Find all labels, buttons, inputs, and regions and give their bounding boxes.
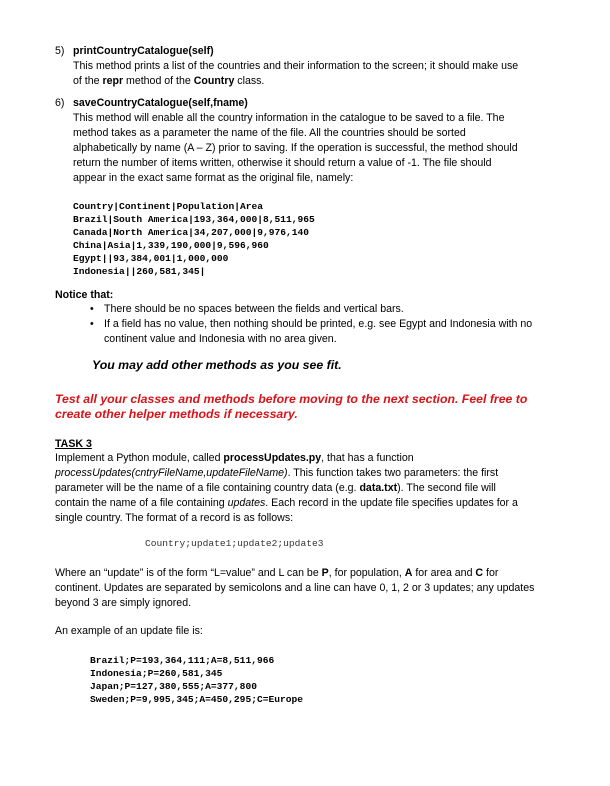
- test-warning: Test all your classes and methods before moving to the next section. Feel free to create other helper methods if necessary.: [55, 392, 528, 421]
- code-line: Brazil|South America|193,364,000|8,511,965: [73, 214, 315, 225]
- code-line: Japan;P=127,380,555;A=377,800: [90, 681, 257, 692]
- method-description-line: return the number of items written, otherwise it should return a value of -1. The file should: [73, 157, 492, 169]
- task-description: Implement a Python module, called processUpdates.py, that has a function processUpdates(cntryFileName,updateFileName). This function takes two parameters: the first parameter will be the name of a file containing country data (e.g. data.txt). The second file will contain the name of a file containing updates. Each record in the update file specifies updates for a single country. The format of a record is as follows:: [55, 452, 518, 524]
- code-line: Canada|North America|34,207,000|9,976,140: [73, 227, 310, 238]
- update-description: Where an “update” is of the form “L=value” and L can be P, for population, A for area and C for continent. Updates are separated by semicolons and a line can have 0, 1, 2 or 3 updates; any updates beyond 3 are simply ignored.: [55, 567, 535, 609]
- notice-heading: Notice that:: [55, 289, 114, 301]
- task-heading: TASK 3: [55, 438, 92, 450]
- code-line: China|Asia|1,339,190,000|9,596,960: [73, 240, 269, 251]
- method-description-line: appear in the exact same format as the original file, namely:: [73, 172, 354, 184]
- record-format: Country;update1;update2;update3: [145, 538, 324, 549]
- example-intro: An example of an update file is:: [55, 625, 203, 637]
- method-item-6: [55, 96, 565, 186]
- method-description-line: method takes as a parameter the name of the file. All the countries should be sorted: [73, 127, 466, 139]
- list-item: • There should be no spaces between the fields and vertical bars.: [90, 302, 560, 317]
- method-description-line: This method prints a list of the countries and their information to the screen; it should make use: [73, 60, 519, 72]
- method-item-5: [55, 44, 565, 89]
- code-line: Sweden;P=9,995,345;A=450,295;C=Europe: [90, 694, 304, 705]
- method-title: saveCountryCatalogue(self,fname): [73, 97, 248, 109]
- item-number: 6): [55, 97, 65, 109]
- method-description-line: This method will enable all the country information in the catalogue to be saved to a file. The: [73, 112, 505, 124]
- method-description-line: alphabetically by name (A – Z) prior to saving. If the operation is successful, the method should: [73, 142, 518, 154]
- list-item: • If a field has no value, then nothing should be printed, e.g. see Egypt and Indonesia with no continent value and Indonesia with no area given.: [90, 317, 560, 347]
- method-title: printCountryCatalogue(self): [73, 45, 214, 57]
- code-line: Indonesia||260,581,345|: [73, 266, 206, 277]
- method-description-line: of the repr method of the Country class.: [73, 75, 265, 87]
- update-file-example: [90, 654, 303, 706]
- code-line: Brazil;P=193,364,111;A=8,511,966: [90, 655, 275, 666]
- sample-file-code: [73, 200, 315, 278]
- code-line: Country|Continent|Population|Area: [73, 201, 263, 212]
- code-line: Indonesia;P=260,581,345: [90, 668, 223, 679]
- notice-list: [90, 302, 560, 347]
- code-line: Egypt||93,384,001|1,000,000: [73, 253, 229, 264]
- item-number: 5): [55, 45, 65, 57]
- add-methods-note: You may add other methods as you see fit.: [92, 358, 342, 372]
